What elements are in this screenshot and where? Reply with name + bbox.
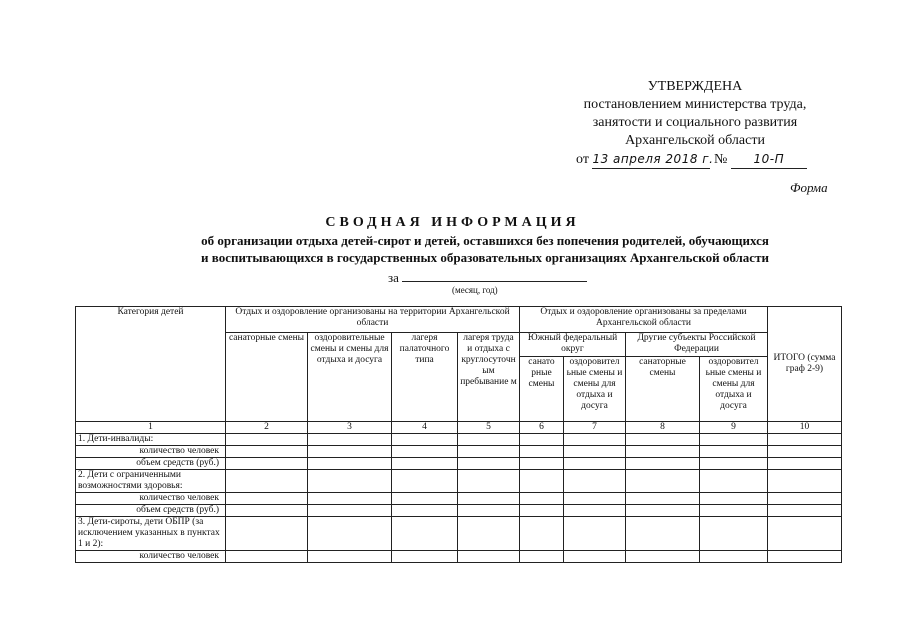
table-cell — [520, 517, 564, 551]
subtitle-line: об организации отдыха детей-сирот и детей, оставшихся без попечения родителей, обучающихся — [201, 233, 769, 248]
row-label: количество человек — [76, 493, 226, 505]
table-cell — [564, 434, 626, 446]
table-row — [76, 446, 842, 458]
table-cell — [308, 517, 392, 551]
table-cell — [520, 551, 564, 563]
table-cell — [626, 517, 700, 551]
table-cell — [308, 434, 392, 446]
table-cell — [626, 446, 700, 458]
table-row — [76, 517, 842, 551]
table-row — [76, 458, 842, 470]
table-cell — [392, 458, 458, 470]
table-cell — [226, 505, 308, 517]
table-cell — [700, 470, 768, 493]
table-cell — [700, 446, 768, 458]
header-other-col: санаторные смены — [626, 357, 700, 422]
table-cell — [392, 470, 458, 493]
header-inside-col: санаторные смены — [226, 333, 308, 422]
header-group-outside: Отдых и оздоровление организованы за пределами Архангельской области — [520, 307, 768, 333]
header-group-inside: Отдых и оздоровление организованы на территории Архангельской области — [226, 307, 520, 333]
column-number: 8 — [626, 422, 700, 434]
period-field — [388, 270, 587, 286]
row-label: объем средств (руб.) — [76, 505, 226, 517]
column-number: 5 — [458, 422, 520, 434]
table-cell — [392, 517, 458, 551]
table-cell — [392, 493, 458, 505]
approval-line: постановлением министерства труда, — [583, 97, 807, 112]
header-inside-col: оздоровительные смены и смены для отдыха и досуга — [308, 333, 392, 422]
table-cell — [768, 446, 842, 458]
table-cell — [700, 505, 768, 517]
table-cell — [308, 446, 392, 458]
table-cell — [392, 551, 458, 563]
approval-line: Архангельской области — [625, 133, 765, 148]
table-cell — [564, 446, 626, 458]
table-cell — [308, 505, 392, 517]
table-cell — [768, 505, 842, 517]
table-cell — [700, 517, 768, 551]
subtitle-line: и воспитывающихся в государственных образовательных организациях Архангельской области — [201, 250, 769, 265]
table-row — [76, 493, 842, 505]
table-cell — [700, 551, 768, 563]
column-number: 10 — [768, 422, 842, 434]
column-number: 4 — [392, 422, 458, 434]
table-cell — [308, 551, 392, 563]
table-cell — [308, 458, 392, 470]
table-cell — [564, 505, 626, 517]
table-cell — [458, 458, 520, 470]
handwritten-date: 13 апреля 2018 г. — [592, 150, 710, 169]
row-label: 3. Дети-сироты, дети ОБПР (за исключением указанных в пунктах 1 и 2): — [76, 517, 226, 551]
table-cell — [392, 434, 458, 446]
table-row — [76, 505, 842, 517]
column-number: 2 — [226, 422, 308, 434]
row-label: 2. Дети с ограниченными возможностями здоровья: — [76, 470, 226, 493]
table-row — [76, 434, 842, 446]
row-label: количество человек — [76, 551, 226, 563]
handwritten-number: 10-П — [731, 150, 807, 169]
table-cell — [520, 470, 564, 493]
table-cell — [564, 470, 626, 493]
table-cell — [700, 434, 768, 446]
table-cell — [700, 458, 768, 470]
table-cell — [458, 493, 520, 505]
table-cell — [564, 551, 626, 563]
header-subgroup-south: Южный федеральный округ — [520, 333, 626, 357]
table-cell — [768, 458, 842, 470]
table-cell — [226, 493, 308, 505]
table-cell — [226, 446, 308, 458]
column-number: 9 — [700, 422, 768, 434]
header-inside-col: лагеря труда и отдыха с круглосуточн ым пребывание м — [458, 333, 520, 422]
table-cell — [458, 551, 520, 563]
table-cell — [392, 505, 458, 517]
table-cell — [458, 446, 520, 458]
row-label: количество человек — [76, 446, 226, 458]
table-cell — [626, 493, 700, 505]
table-cell — [226, 517, 308, 551]
number-label: № — [713, 152, 728, 167]
table-cell — [768, 434, 842, 446]
table-cell — [226, 458, 308, 470]
column-number: 7 — [564, 422, 626, 434]
table-cell — [226, 470, 308, 493]
header-other-col: оздоровител ьные смены и смены для отдыха и досуга — [700, 357, 768, 422]
table-cell — [768, 551, 842, 563]
table-cell — [308, 493, 392, 505]
header-category: Категория детей — [76, 307, 226, 422]
table-cell — [458, 434, 520, 446]
table-row — [76, 470, 842, 493]
table-cell — [520, 505, 564, 517]
document-title: СВОДНАЯ ИНФОРМАЦИЯ — [325, 215, 580, 230]
table-row — [76, 551, 842, 563]
header-south-col: санато рные смены — [520, 357, 564, 422]
period-hint: (месяц, год) — [452, 285, 498, 295]
row-label: 1. Дети-инвалиды: — [76, 434, 226, 446]
table-cell — [626, 458, 700, 470]
table-cell — [564, 458, 626, 470]
form-label: Форма — [790, 180, 828, 195]
table-cell — [520, 493, 564, 505]
approval-date-line — [560, 150, 830, 169]
table-cell — [520, 434, 564, 446]
header-inside-col: лагеря палаточного типа — [392, 333, 458, 422]
table-cell — [626, 434, 700, 446]
approval-line: занятости и социального развития — [592, 115, 798, 130]
column-number: 3 — [308, 422, 392, 434]
from-label: от — [576, 152, 589, 167]
table-body — [76, 434, 842, 563]
table-cell — [226, 551, 308, 563]
table-cell — [626, 505, 700, 517]
table-cell — [564, 517, 626, 551]
table-cell — [458, 505, 520, 517]
header-total: ИТОГО (сумма граф 2-9) — [768, 307, 842, 422]
table-cell — [626, 551, 700, 563]
table-cell — [308, 470, 392, 493]
table-cell — [768, 493, 842, 505]
period-label: за — [388, 270, 399, 285]
period-blank — [402, 270, 587, 282]
table-cell — [458, 517, 520, 551]
table-cell — [700, 493, 768, 505]
summary-table — [75, 306, 842, 563]
document-subtitle — [100, 232, 870, 266]
table-cell — [520, 446, 564, 458]
table-cell — [768, 517, 842, 551]
table-cell — [458, 470, 520, 493]
table-cell — [564, 493, 626, 505]
approval-block — [560, 78, 830, 169]
row-label: объем средств (руб.) — [76, 458, 226, 470]
table-cell — [392, 446, 458, 458]
column-number: 6 — [520, 422, 564, 434]
table-cell — [226, 434, 308, 446]
table-cell — [768, 470, 842, 493]
table-cell — [520, 458, 564, 470]
approval-heading: УТВЕРЖДЕНА — [647, 79, 743, 94]
column-number: 1 — [76, 422, 226, 434]
header-south-col: оздоровител ьные смены и смены для отдыха и досуга — [564, 357, 626, 422]
header-subgroup-other: Другие субъекты Российской Федерации — [626, 333, 768, 357]
table-cell — [626, 470, 700, 493]
